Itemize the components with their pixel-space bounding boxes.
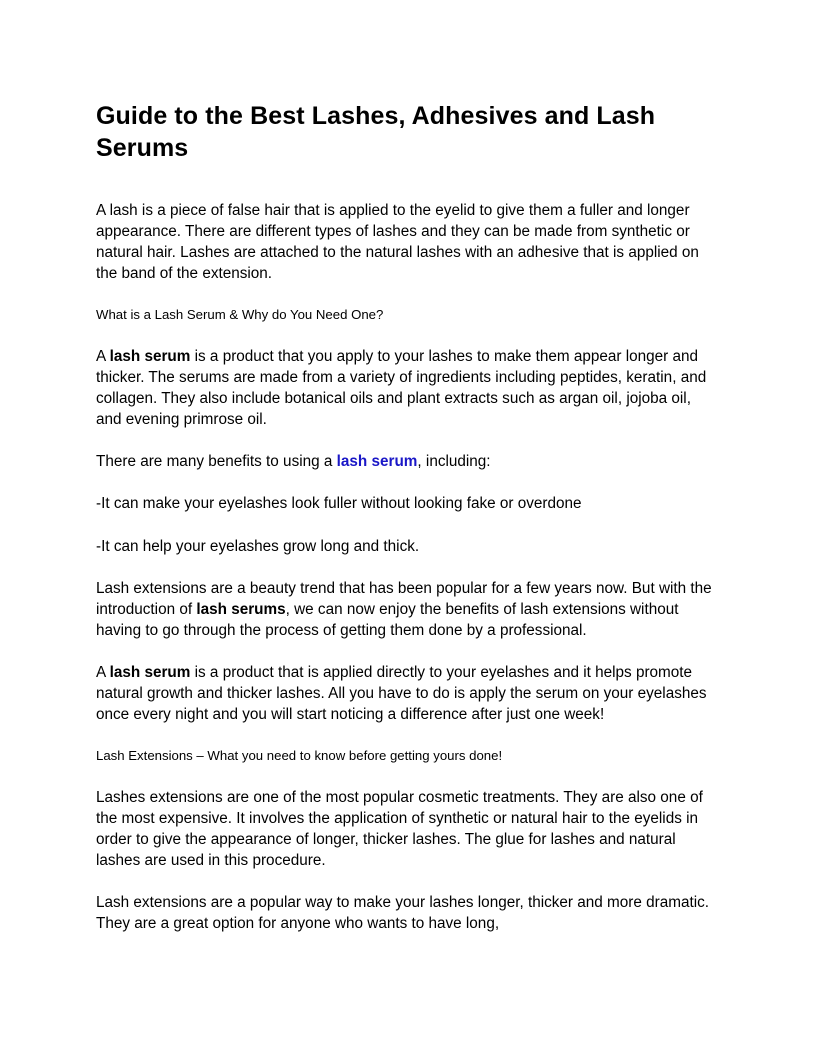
paragraph-intro: A lash is a piece of false hair that is applied to the eyelid to give them a fuller and longer appearance. There are different types of lashes and they can be made from synthetic or natural hair. Lashes are attached to the natural lashes with an adhesive that is applied on the band of the extension. (96, 202, 699, 283)
paragraph-heading-what-is-lash-serum: What is a Lash Serum & Why do You Need One? (96, 307, 384, 323)
paragraph-heading-lash-extensions: Lash Extensions – What you need to know before getting yours done! (96, 748, 503, 764)
document-body (96, 200, 720, 934)
bold-text: lash serums (196, 600, 286, 618)
paragraph-benefit-1: -It can make your eyelashes look fuller without looking fake or overdone (96, 495, 582, 513)
paragraph-trend-para: Lash extensions are a beauty trend that has been popular for a few years now. But with the introduction of lash serums, we can now enjoy the benefits of lash extensions without having to go through the process of getting them done by a professional. (96, 579, 712, 639)
paragraph-extensions-para-2: Lash extensions are a popular way to make your lashes longer, thicker and more dramatic. They are a great option for anyone who wants to have long, (96, 894, 710, 933)
paragraph-benefit-2: -It can help your eyelashes grow long and thick. (96, 537, 420, 555)
paragraph-serum-definition: A lash serum is a product that you apply to your lashes to make them appear longer and thicker. The serums are made from a variety of ingredients including peptides, keratin, and collagen. They also include botanical oils and plant extracts such as argan oil, jojoba oil, and evening primrose oil. (96, 347, 707, 429)
paragraph-serum-usage: A lash serum is a product that is applied directly to your eyelashes and it helps promote natural growth and thicker lashes. All you have to do is apply the serum on your eyelashes once every night and you will start noticing a difference after just one week! (96, 664, 707, 724)
paragraph-benefits-lead: There are many benefits to using a lash serum, including: (96, 453, 491, 471)
lash-serum-link[interactable]: lash serum (336, 453, 418, 471)
page-title: Guide to the Best Lashes, Adhesives and Lash Serums (96, 102, 656, 162)
paragraph-extensions-para-1: Lashes extensions are one of the most popular cosmetic treatments. They are also one of the most expensive. It involves the application of synthetic or natural hair to the eyelids in order to give the appearance of longer, thicker lashes. The glue for lashes and natural lashes are used in this procedure. (96, 788, 703, 870)
bold-text: lash serum (109, 347, 191, 365)
bold-text: lash serum (109, 664, 191, 682)
